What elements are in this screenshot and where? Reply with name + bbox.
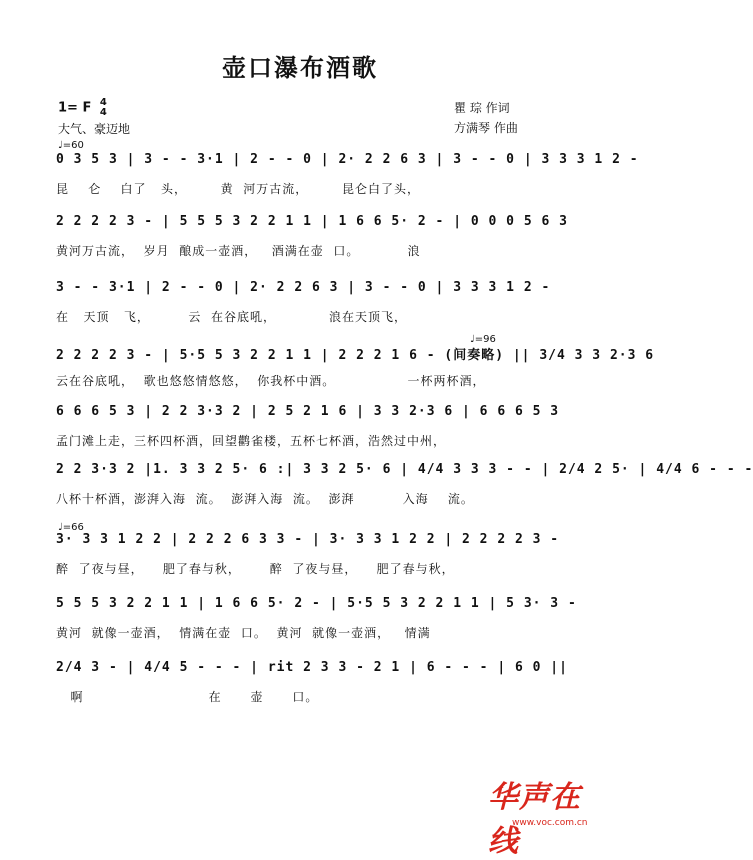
credits	[454, 98, 518, 138]
lyrics-line: 黄河 就像一壶酒， 情满在壶 口。 黄河 就像一壶酒， 情满	[56, 626, 431, 640]
watermark-logo: 华声在线	[488, 780, 581, 859]
key-text: 1= F	[58, 100, 92, 116]
tempo-marking-1: ♩=60	[58, 140, 84, 151]
score-row-1	[56, 152, 639, 197]
notes-line: 2 2 3·3 2 |1. 3 3 2 5· 6 :| 3 3 2 5· 6 | 4/4 3 3 3 - - | 2/4 2 5· | 4/4 6 - - -	[56, 462, 753, 477]
notes-line: 3· 3 3 1 2 2 | 2 2 2 6 3 3 - | 3· 3 3 1 2 2 | 2 2 2 2 3 -	[56, 532, 560, 547]
score-row-5	[56, 404, 560, 449]
lyrics-line: 云在谷底吼， 歌也悠悠情悠悠， 你我杯中酒。 一杯两杯酒，	[56, 374, 486, 388]
notes-line: 3 - - 3·1 | 2 - - 0 | 2· 2 2 6 3 | 3 - - 0 | 3 3 3 1 2 -	[56, 280, 551, 295]
song-title: 壶口瀑布酒歌	[222, 53, 378, 82]
composer: 方满琴 作曲	[454, 121, 518, 135]
time-signature	[100, 98, 107, 118]
score-row-3	[56, 280, 551, 325]
score-row-2	[56, 214, 568, 259]
lyrics-line: 醉 了夜与昼， 肥了春与秋， 醉 了夜与昼， 肥了春与秋，	[56, 562, 455, 576]
meter-bottom: 4	[99, 107, 107, 118]
notes-line: 6 6 6 5 3 | 2 2 3·3 2 | 2 5 2 1 6 | 3 3 2·3 6 | 6 6 6 5 3	[56, 404, 560, 419]
tempo-marking-2: ♩=96	[470, 334, 496, 345]
notes-line: 0 3 5 3 | 3 - - 3·1 | 2 - - 0 | 2· 2 2 6 3 | 3 - - 0 | 3 3 3 1 2 -	[56, 152, 639, 167]
lyrics-line: 啊 在 壶 口。	[56, 690, 319, 704]
key-signature	[58, 98, 107, 118]
lyrics-line: 八杯十杯酒，澎湃入海 流。 澎湃入海 流。 澎湃 入海 流。	[56, 492, 474, 506]
score-row-6	[56, 462, 753, 507]
tempo-marking-3: ♩=66	[58, 522, 84, 533]
watermark-url: www.voc.com.cn	[512, 818, 588, 828]
lyrics-line: 孟门滩上走，三杯四杯酒，回望鹳雀楼，五杯七杯酒，浩然过中州，	[56, 434, 447, 448]
performance-style: 大气、豪迈地	[58, 122, 131, 136]
notes-line: 5 5 5 3 2 2 1 1 | 1 6 6 5· 2 - | 5·5 5 3 2 2 1 1 | 5 3· 3 -	[56, 596, 577, 611]
notes-line: 2/4 3 - | 4/4 5 - - - | rit 2 3 3 - 2 1 | 6 - - - | 6 0 ||	[56, 660, 568, 675]
meter-top: 4	[99, 97, 107, 108]
lyrics-line: 昆 仑 白了 头， 黄 河万古流， 昆仑白了头，	[56, 182, 420, 196]
score-row-4	[56, 344, 655, 389]
score-row-9	[56, 660, 568, 705]
notes-line: 2 2 2 2 3 - | 5·5 5 3 2 2 1 1 | 2 2 2 1 6 - (间奏略) || 3/4 3 3 2·3 6	[56, 348, 655, 363]
score-row-7	[56, 532, 560, 577]
score-row-8	[56, 596, 577, 641]
lyrics-line: 黄河万古流， 岁月 酿成一壶酒， 酒满在壶 口。 浪	[56, 244, 421, 258]
lyrics-line: 在 天顶 飞， 云 在谷底吼， 浪在天顶飞，	[56, 310, 407, 324]
notes-line: 2 2 2 2 3 - | 5 5 5 3 2 2 1 1 | 1 6 6 5· 2 - | 0 0 0 5 6 3	[56, 214, 568, 229]
lyricist: 瞿 琮 作词	[454, 101, 510, 115]
